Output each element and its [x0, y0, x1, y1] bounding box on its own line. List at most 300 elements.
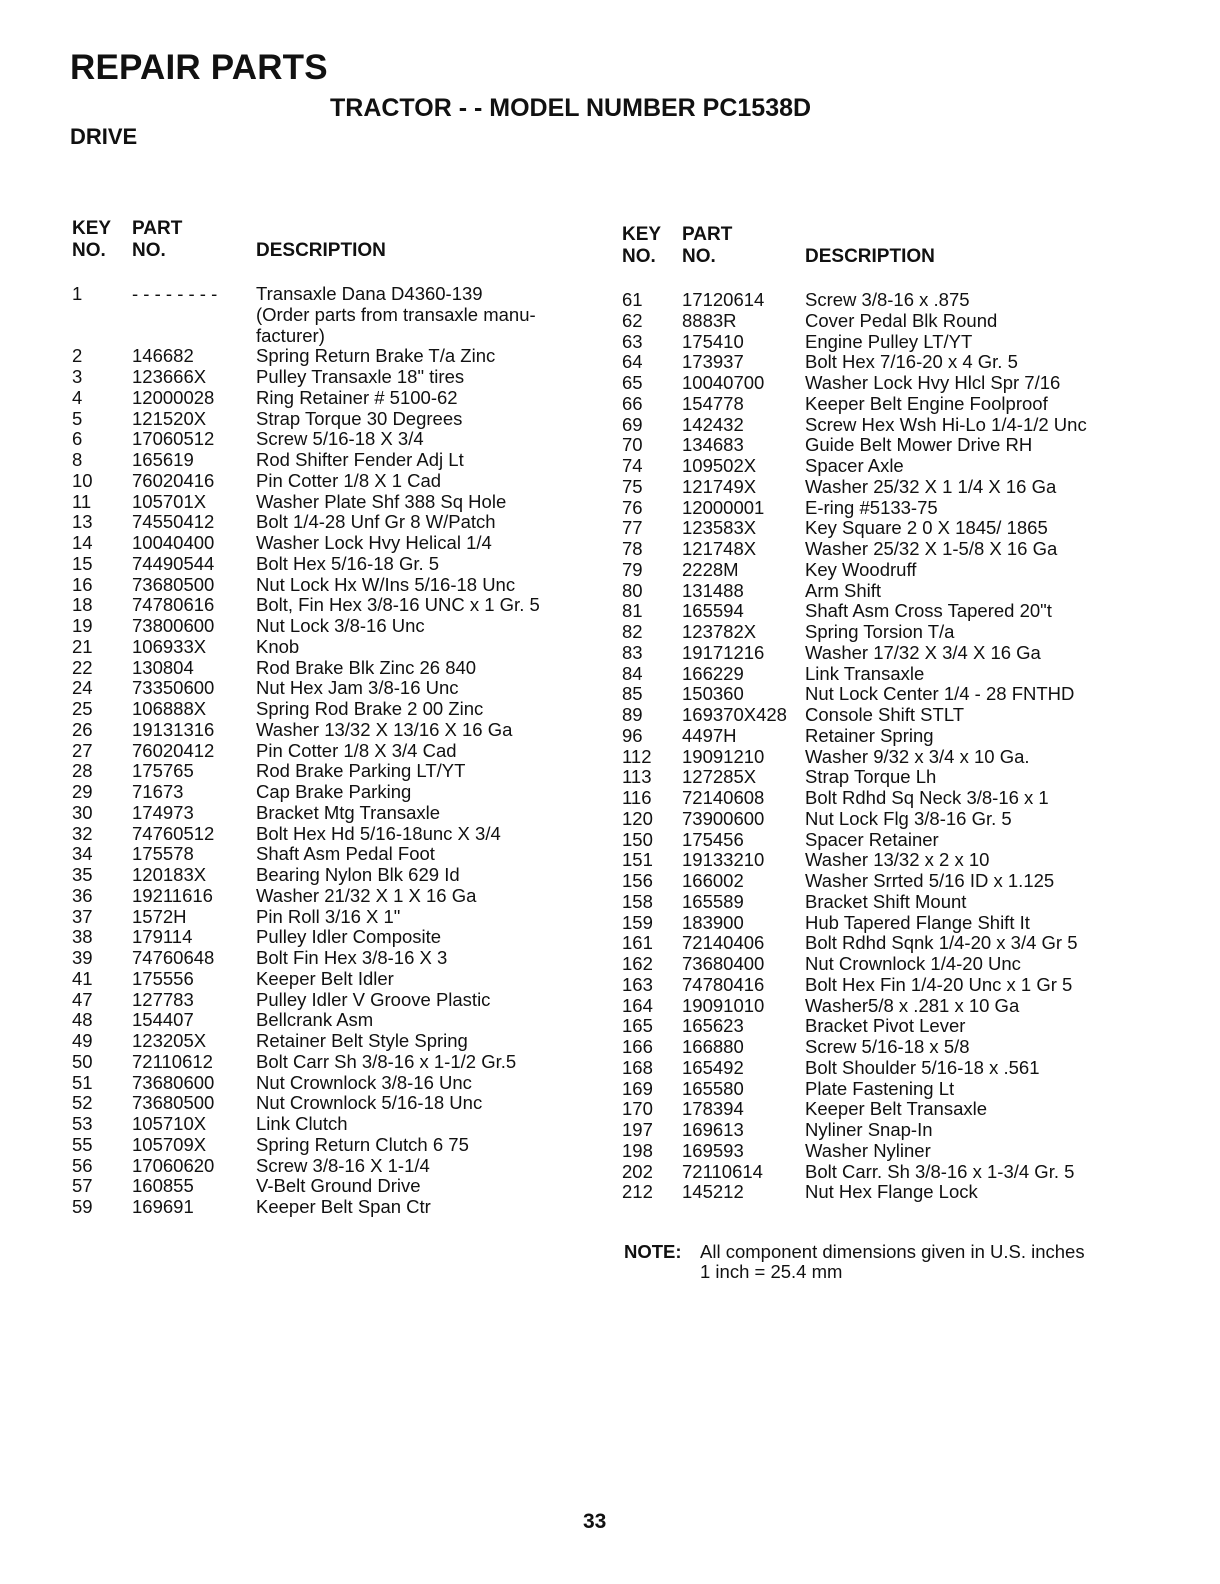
table-row: [622, 601, 1162, 622]
description: Bolt 1/4-28 Unf Gr 8 W/Patch: [256, 511, 496, 533]
part-no: 12000028: [132, 386, 215, 408]
table-row: [70, 948, 610, 969]
description: Washer 21/32 X 1 X 16 Ga: [256, 884, 477, 906]
table-row: [70, 1156, 610, 1177]
table-row: [622, 518, 1162, 539]
description: Washer Lock Hvy Hlcl Spr 7/16: [805, 372, 1061, 393]
part-no: 142432: [682, 413, 744, 435]
part-no: 166002: [682, 870, 744, 891]
part-no: 19091010: [682, 994, 765, 1016]
description: Washer 13/32 X 13/16 X 16 Ga: [256, 718, 513, 740]
key-no: 35: [72, 864, 93, 885]
key-no: 36: [72, 884, 93, 906]
key-no: 13: [72, 511, 93, 533]
key-no: 19: [72, 615, 93, 636]
table-row: [622, 705, 1162, 726]
part-no: 73800600: [132, 615, 215, 636]
key-no: 198: [622, 1139, 653, 1161]
key-no: 75: [622, 475, 643, 497]
part-no: 71673: [132, 781, 184, 802]
parts-table-right: [622, 222, 1162, 1203]
key-no: 14: [72, 532, 93, 553]
part-no: 165589: [682, 890, 744, 912]
table-row: [622, 892, 1162, 913]
key-no: 21: [72, 635, 93, 657]
part-no: 12000001: [682, 496, 765, 518]
key-no: 168: [622, 1056, 653, 1078]
description: Bolt Shoulder 5/16-18 x .561: [805, 1056, 1040, 1078]
header-key-line2: NO.: [72, 240, 106, 261]
description: Spring Return Clutch 6 75: [256, 1133, 469, 1155]
header-part-line2: NO.: [682, 246, 716, 267]
part-no: 146682: [132, 345, 194, 367]
part-no: 106933X: [132, 635, 207, 657]
table-row: [70, 326, 610, 347]
header-key-line2: NO.: [622, 246, 656, 267]
key-no: 29: [72, 781, 93, 802]
part-no: 174973: [132, 801, 194, 823]
part-no: 121520X: [132, 407, 207, 429]
description: Bolt Hex 5/16-18 Gr. 5: [256, 552, 440, 574]
table-row: [622, 290, 1162, 311]
part-no: 166880: [682, 1036, 744, 1057]
description: Nut Crownlock 3/8-16 Unc: [256, 1071, 472, 1093]
table-row: [622, 1120, 1162, 1141]
description: Nut Crownlock 1/4-20 Unc: [805, 953, 1021, 974]
part-no: 73350600: [132, 677, 215, 699]
part-no: 166229: [682, 662, 744, 684]
description: Retainer Belt Style Spring: [256, 1030, 468, 1051]
table-row: [622, 767, 1162, 788]
table-row: [70, 492, 610, 513]
description: Spring Torsion T/a: [805, 621, 955, 642]
description: Washer 17/32 X 3/4 X 16 Ga: [805, 641, 1041, 663]
key-no: 81: [622, 600, 643, 622]
description: Washer 25/32 X 1 1/4 X 16 Ga: [805, 475, 1057, 497]
key-no: 34: [72, 843, 93, 865]
part-no: 169613: [682, 1119, 744, 1140]
part-no: 19131316: [132, 718, 215, 740]
key-no: 57: [72, 1175, 93, 1197]
part-no: 74550412: [132, 511, 215, 533]
description: (Order parts from transaxle manu-: [256, 303, 536, 325]
key-no: 52: [72, 1092, 93, 1114]
note-label: NOTE:: [624, 1241, 682, 1262]
part-no: - - - - - - - -: [132, 283, 218, 304]
part-no: 169691: [132, 1196, 194, 1217]
note-line2: 1 inch = 25.4 mm: [700, 1261, 843, 1282]
table-row: [622, 850, 1162, 871]
table-row: [622, 1162, 1162, 1183]
key-no: 15: [72, 552, 93, 574]
description: Rod Brake Blk Zinc 26 840: [256, 656, 477, 678]
part-no: 123782X: [682, 621, 757, 642]
part-no: 154407: [132, 1009, 194, 1031]
key-no: 41: [72, 967, 93, 989]
key-no: 116: [622, 787, 652, 808]
table-row: [70, 741, 610, 762]
part-no: 165492: [682, 1056, 744, 1078]
table-row: [70, 865, 610, 886]
table-row: [622, 1016, 1162, 1037]
description: Link Clutch: [256, 1113, 348, 1134]
part-no: 1572H: [132, 905, 187, 927]
description: Washer5/8 x .281 x 10 Ga: [805, 994, 1020, 1016]
part-no: 74780616: [132, 594, 215, 616]
description: Nut Lock 3/8-16 Unc: [256, 615, 425, 636]
table-row: [622, 643, 1162, 664]
key-no: 55: [72, 1133, 93, 1155]
table-row: [622, 477, 1162, 498]
part-no: 150360: [682, 683, 744, 705]
key-no: 4: [72, 386, 83, 408]
description: Washer 13/32 x 2 x 10: [805, 849, 990, 871]
table-row: [70, 1093, 610, 1114]
key-no: 8: [72, 449, 83, 470]
table-row: [622, 830, 1162, 851]
table-row: [622, 415, 1162, 436]
key-no: 22: [72, 656, 93, 678]
description: Bolt Rdhd Sq Neck 3/8-16 x 1: [805, 787, 1049, 808]
description: Link Transaxle: [805, 662, 925, 684]
table-body: [622, 290, 1162, 1203]
table-row: [70, 388, 610, 409]
table-row: [622, 975, 1162, 996]
description: Bolt Carr Sh 3/8-16 x 1-1/2 Gr.5: [256, 1050, 517, 1072]
description: Pin Cotter 1/8 X 1 Cad: [256, 469, 442, 491]
part-no: 17060620: [132, 1154, 215, 1176]
key-no: 16: [72, 573, 93, 595]
key-no: 162: [622, 953, 653, 974]
table-row: [70, 1052, 610, 1073]
key-no: 78: [622, 538, 643, 559]
description: Spacer Axle: [805, 455, 904, 476]
part-no: 73680500: [132, 573, 215, 595]
description: Engine Pulley LT/YT: [805, 330, 973, 352]
description: Arm Shift: [805, 579, 882, 601]
table-row: [70, 969, 610, 990]
part-no: 175578: [132, 843, 194, 865]
description: Bellcrank Asm: [256, 1009, 374, 1031]
description: Ring Retainer # 5100-62: [256, 386, 458, 408]
table-row: [70, 699, 610, 720]
key-no: 27: [72, 739, 93, 761]
description: Keeper Belt Engine Foolproof: [805, 392, 1048, 414]
key-no: 120: [622, 807, 653, 829]
description: Spacer Retainer: [805, 828, 939, 850]
table-row: [70, 1073, 610, 1094]
description: Spring Rod Brake 2 00 Zinc: [256, 698, 484, 719]
table-row: [70, 450, 610, 471]
part-no: 127783: [132, 988, 194, 1010]
description: Screw 3/8-16 x .875: [805, 289, 970, 310]
description: Bolt Hex Hd 5/16-18unc X 3/4: [256, 822, 501, 844]
header-part-line2: NO.: [132, 240, 166, 261]
part-no: 8883R: [682, 309, 737, 331]
table-row: [70, 886, 610, 907]
description: Pin Cotter 1/8 X 3/4 Cad: [256, 739, 457, 761]
description: Keeper Belt Idler: [256, 967, 394, 989]
description: Nut Hex Jam 3/8-16 Unc: [256, 677, 459, 699]
table-row: [622, 871, 1162, 892]
table-row: [70, 782, 610, 803]
part-no: 10040700: [682, 372, 765, 393]
table-row: [622, 560, 1162, 581]
parts-table-left: [70, 216, 610, 1218]
table-row: [622, 311, 1162, 332]
part-no: 76020412: [132, 739, 215, 761]
table-row: [70, 367, 610, 388]
key-no: 30: [72, 801, 93, 823]
description: Strap Torque 30 Degrees: [256, 407, 463, 429]
part-no: 173937: [682, 351, 744, 373]
part-no: 131488: [682, 579, 744, 601]
part-no: 123583X: [682, 517, 757, 539]
part-no: 2228M: [682, 558, 739, 580]
header-key-line1: KEY: [622, 224, 662, 245]
table-row: [70, 1010, 610, 1031]
part-no: 160855: [132, 1175, 194, 1197]
table-row: [622, 933, 1162, 954]
key-no: 39: [72, 947, 93, 968]
table-row: [70, 595, 610, 616]
key-no: 197: [622, 1119, 653, 1140]
key-no: 1: [72, 283, 83, 304]
part-no: 169593: [682, 1139, 744, 1161]
part-no: 120183X: [132, 864, 207, 885]
key-no: 113: [622, 766, 652, 788]
description: Screw 5/16-18 X 3/4: [256, 428, 424, 450]
table-header: [70, 216, 610, 284]
description: Screw Hex Wsh Hi-Lo 1/4-1/2 Unc: [805, 413, 1087, 435]
description: Knob: [256, 635, 300, 657]
table-row: [622, 332, 1162, 353]
key-no: 112: [622, 745, 652, 767]
key-no: 28: [72, 760, 93, 782]
key-no: 96: [622, 724, 643, 746]
description: Washer Srrted 5/16 ID x 1.125: [805, 870, 1055, 891]
table-row: [70, 1031, 610, 1052]
part-no: 10040400: [132, 532, 215, 553]
key-no: 77: [622, 517, 643, 539]
key-no: 49: [72, 1030, 93, 1051]
part-no: 123666X: [132, 366, 207, 387]
key-no: 161: [622, 932, 653, 954]
part-no: 74490544: [132, 552, 215, 574]
table-row: [622, 394, 1162, 415]
description: Spring Return Brake T/a Zinc: [256, 345, 496, 367]
key-no: 76: [622, 496, 643, 518]
key-no: 56: [72, 1154, 93, 1176]
key-no: 70: [622, 434, 643, 456]
table-row: [70, 1135, 610, 1156]
part-no: 73900600: [682, 807, 765, 829]
description: Nyliner Snap-In: [805, 1119, 933, 1140]
description: Bolt Fin Hex 3/8-16 X 3: [256, 947, 448, 968]
description: Bracket Mtg Transaxle: [256, 801, 441, 823]
part-no: 73680500: [132, 1092, 215, 1114]
description: Bracket Pivot Lever: [805, 1015, 966, 1037]
part-no: 154778: [682, 392, 744, 414]
table-row: [622, 373, 1162, 394]
part-no: 72140406: [682, 932, 765, 954]
key-no: 32: [72, 822, 93, 844]
part-no: 105701X: [132, 490, 207, 512]
part-no: 175410: [682, 330, 744, 352]
key-no: 74: [622, 455, 643, 476]
part-no: 165619: [132, 449, 194, 470]
table-row: [622, 498, 1162, 519]
description: Pin Roll 3/16 X 1": [256, 905, 401, 927]
table-row: [70, 1176, 610, 1197]
part-no: 165594: [682, 600, 744, 622]
table-row: [70, 616, 610, 637]
key-no: 48: [72, 1009, 93, 1031]
table-row: [622, 352, 1162, 373]
key-no: 165: [622, 1015, 653, 1037]
part-no: 130804: [132, 656, 194, 678]
table-row: [70, 803, 610, 824]
part-no: 121748X: [682, 538, 757, 559]
key-no: 84: [622, 662, 643, 684]
table-row: [70, 907, 610, 928]
part-no: 74760648: [132, 947, 215, 968]
page-title: REPAIR PARTS: [70, 48, 328, 87]
description: V-Belt Ground Drive: [256, 1175, 421, 1197]
description: E-ring #5133-75: [805, 496, 938, 518]
key-no: 150: [622, 828, 653, 850]
description: Pulley Idler Composite: [256, 926, 442, 948]
part-no: 121749X: [682, 475, 757, 497]
key-no: 61: [622, 289, 643, 310]
key-no: 37: [72, 905, 93, 927]
description: Cover Pedal Blk Round: [805, 309, 998, 331]
table-row: [70, 720, 610, 741]
part-no: 145212: [682, 1181, 744, 1203]
table-row: [70, 554, 610, 575]
description: Shaft Asm Pedal Foot: [256, 843, 435, 865]
header-description: DESCRIPTION: [256, 240, 386, 261]
description: Washer 25/32 X 1-5/8 X 16 Ga: [805, 538, 1058, 559]
description: Key Square 2 0 X 1845/ 1865: [805, 517, 1048, 539]
table-row: [622, 435, 1162, 456]
key-no: 65: [622, 372, 643, 393]
key-no: 163: [622, 973, 653, 995]
part-no: 165623: [682, 1015, 744, 1037]
table-row: [622, 1182, 1162, 1203]
description: Nut Lock Hx W/Ins 5/16-18 Unc: [256, 573, 516, 595]
key-no: 156: [622, 870, 653, 891]
table-row: [622, 1037, 1162, 1058]
description: Bracket Shift Mount: [805, 890, 967, 912]
table-row: [70, 346, 610, 367]
note-line1: All component dimensions given in U.S. inches: [700, 1241, 1085, 1262]
table-row: [70, 471, 610, 492]
key-no: 158: [622, 890, 653, 912]
description: Transaxle Dana D4360-139: [256, 283, 483, 304]
description: Rod Shifter Fender Adj Lt: [256, 449, 464, 470]
key-no: 47: [72, 988, 93, 1010]
table-row: [622, 747, 1162, 768]
description: Rod Brake Parking LT/YT: [256, 760, 466, 782]
table-row: [622, 996, 1162, 1017]
part-no: 74780416: [682, 973, 765, 995]
table-row: [70, 990, 610, 1011]
table-row: [70, 533, 610, 554]
table-row: [70, 927, 610, 948]
key-no: 2: [72, 345, 83, 367]
table-row: [70, 409, 610, 430]
key-no: 89: [622, 704, 643, 725]
key-no: 64: [622, 351, 643, 373]
key-no: 18: [72, 594, 93, 616]
description: Pulley Idler V Groove Plastic: [256, 988, 491, 1010]
description: Key Woodruff: [805, 558, 917, 580]
part-no: 169370X428: [682, 704, 787, 725]
key-no: 53: [72, 1113, 93, 1134]
header-key-line1: KEY: [72, 218, 112, 239]
description: Washer Nyliner: [805, 1139, 931, 1161]
part-no: 73680600: [132, 1071, 215, 1093]
page-number: 33: [583, 1510, 607, 1533]
description: Bolt Hex 7/16-20 x 4 Gr. 5: [805, 351, 1018, 373]
table-row: [622, 581, 1162, 602]
description: Washer Plate Shf 388 Sq Hole: [256, 490, 507, 512]
table-row: [622, 664, 1162, 685]
description: Bearing Nylon Blk 629 Id: [256, 864, 460, 885]
part-no: 183900: [682, 911, 744, 933]
key-no: 80: [622, 579, 643, 601]
part-no: 72110612: [132, 1050, 213, 1072]
description: Pulley Transaxle 18" tires: [256, 366, 465, 387]
key-no: 83: [622, 641, 643, 663]
table-row: [622, 456, 1162, 477]
part-no: 19133210: [682, 849, 765, 871]
part-no: 165580: [682, 1077, 744, 1099]
description: Bolt Carr. Sh 3/8-16 x 1-3/4 Gr. 5: [805, 1160, 1075, 1182]
description: Hub Tapered Flange Shift It: [805, 911, 1030, 933]
part-no: 72110614: [682, 1160, 763, 1182]
header-part-line1: PART: [682, 224, 733, 245]
key-no: 82: [622, 621, 643, 642]
table-row: [622, 1141, 1162, 1162]
description: Plate Fastening Lt: [805, 1077, 955, 1099]
part-no: 19091210: [682, 745, 765, 767]
table-row: [622, 1099, 1162, 1120]
table-row: [70, 844, 610, 865]
part-no: 178394: [682, 1098, 744, 1120]
description: Keeper Belt Span Ctr: [256, 1196, 431, 1217]
description: Console Shift STLT: [805, 704, 965, 725]
part-no: 134683: [682, 434, 744, 456]
key-no: 169: [622, 1077, 653, 1099]
key-no: 151: [622, 849, 653, 871]
table-row: [70, 1197, 610, 1218]
part-no: 106888X: [132, 698, 207, 719]
table-row: [622, 622, 1162, 643]
key-no: 166: [622, 1036, 653, 1057]
key-no: 25: [72, 698, 93, 719]
key-no: 24: [72, 677, 93, 699]
part-no: 19211616: [132, 884, 213, 906]
part-no: 76020416: [132, 469, 215, 491]
table-row: [622, 1058, 1162, 1079]
description: Nut Lock Flg 3/8-16 Gr. 5: [805, 807, 1012, 829]
description: Nut Hex Flange Lock: [805, 1181, 978, 1203]
table-row: [622, 726, 1162, 747]
key-no: 38: [72, 926, 93, 948]
key-no: 6: [72, 428, 83, 450]
